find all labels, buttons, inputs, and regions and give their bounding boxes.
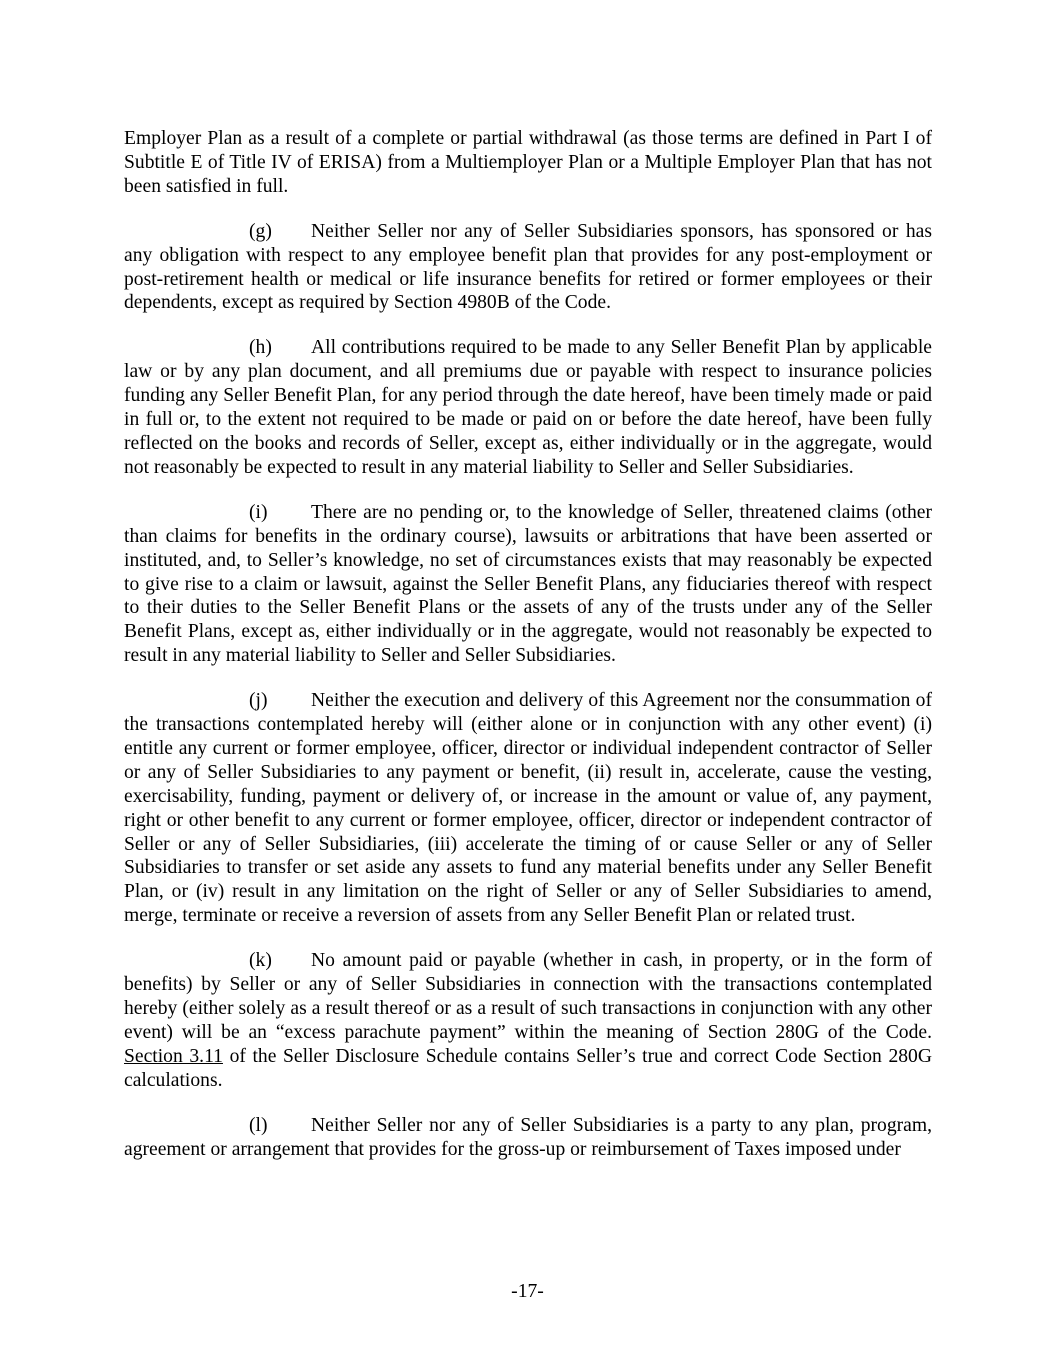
paragraph-label: (i) (249, 501, 268, 523)
document-body (124, 127, 932, 1182)
paragraph-text: of the Seller Disclosure Schedule contains Seller’s true and correct Code Section 280G calculations. (124, 1045, 933, 1091)
paragraph-text: There are no pending or, to the knowledge of Seller, threatened claims (other than claims for benefits in the ordinary course), lawsuits or arbitrations that have been asserted or instituted, and, to Seller’s knowledge, no set of circumstances exists that may reasonably be expected to give rise to a claim or lawsuit, against the Seller Benefit Plans, any fiduciaries thereof with respect to their duties to the Seller Benefit Plans or the assets of any of the trusts under any of the Seller Benefit Plans, except as, either individually or in the aggregate, would not reasonably be expected to result in any material liability to Seller and Seller Subsidiaries. (124, 501, 932, 667)
page-number: -17- (511, 1281, 544, 1302)
paragraph-j (124, 689, 932, 928)
paragraph-h (124, 336, 932, 479)
paragraph-text: All contributions required to be made to any Seller Benefit Plan by applicable law or by any plan document, and all premiums due or payable with respect to insurance policies funding any Seller Benefit Plan, for any period through the date hereof, have been timely made or paid in full or, to the extent not required to be made or paid on or before the date hereof, have been fully reflected on the books and records of Seller, except as, either individually or in the aggregate, would not reasonably be expected to result in any material liability to Seller and Seller Subsidiaries. (124, 337, 932, 478)
paragraph-text: Neither Seller nor any of Seller Subsidiaries sponsors, has sponsored or has any obligation with respect to any employee benefit plan that provides for any post-employment or post-retirement health or medical or life insurance benefits for retired or former employees or their dependents, except as required by Section 4980B of the Code. (124, 220, 932, 314)
paragraph-label: (j) (249, 690, 268, 712)
paragraph-l (124, 1114, 932, 1162)
paragraph-text: Neither Seller nor any of Seller Subsidiaries is a party to any plan, program, agreement or arrangement that provides for the gross-up or reimbursement of Taxes imposed under (124, 1114, 932, 1160)
paragraph-i (124, 501, 932, 668)
paragraph-label: (h) (249, 337, 272, 359)
section-reference-link: Section 3.11 (124, 1045, 223, 1067)
paragraph-g (124, 220, 932, 316)
paragraph-label: (k) (249, 950, 272, 972)
paragraph-text: No amount paid or payable (whether in cash, in property, or in the form of benefits) by Seller or any of Seller Subsidiaries in connection with the transactions contemplated hereby (either solely as a result thereof or as a result of such transactions in conjunction with any other event) will be an “excess parachute payment” within the meaning of Section 280G of the Code. (124, 950, 932, 1043)
paragraph-k (124, 949, 932, 1092)
continuation-paragraph: Employer Plan as a result of a complete or partial withdrawal (as those terms are defined in Part I of Subtitle E of Title IV of ERISA) from a Multiemployer Plan or a Multiple Employer Plan that has not been satisfied in full. (124, 128, 932, 197)
paragraph-label: (g) (249, 220, 272, 242)
paragraph-label: (l) (249, 1114, 268, 1136)
paragraph-text: Neither the execution and delivery of this Agreement nor the consummation of the transactions contemplated hereby will (either alone or in conjunction with any other event) (i) entitle any current or former employee, officer, director or individual independent contractor of Seller or any of Seller Subsidiaries to any payment or benefit, (ii) result in, accelerate, cause the vesting, exercisability, funding, payment or delivery of, or increase in the amount or value of, any payment, right or other benefit to any current or former employee, officer, director or independent contractor of Seller or any of Seller Subsidiaries, (iii) accelerate the timing of or cause Seller or any of Seller Subsidiaries to transfer or set aside any assets to fund any material benefits under any Seller Benefit Plan, or (iv) result in any limitation on the right of Seller or any of Seller Subsidiaries to amend, merge, terminate or receive a reversion of assets from any Seller Benefit Plan or related trust. (124, 690, 932, 927)
